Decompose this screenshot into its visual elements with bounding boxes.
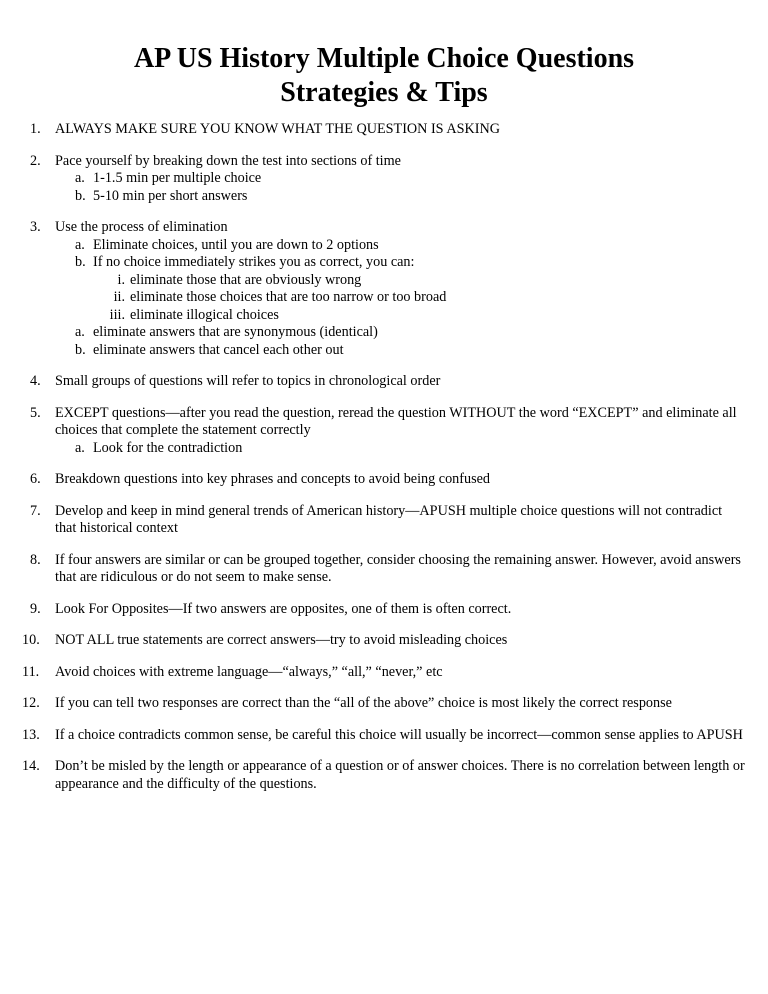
sub-marker: a. (75, 324, 85, 340)
item-number: 14. (22, 758, 40, 774)
item-text: If you can tell two responses are correct than the “all of the above” choice is most likely the correct response (55, 695, 672, 711)
subsub-item (30, 272, 745, 290)
sub-text: If no choice immediately strikes you as correct, you can: (93, 254, 415, 270)
sub-marker: a. (75, 439, 85, 456)
sub-item (30, 188, 745, 206)
list-item-8 (30, 552, 745, 587)
item-number: 12. (22, 695, 40, 711)
item-text: Avoid choices with extreme language—“always,” “all,” “never,” etc (55, 663, 443, 680)
sub-marker: a. (75, 170, 85, 186)
item-text: ALWAYS MAKE SURE YOU KNOW WHAT THE QUESTION IS ASKING (55, 121, 500, 137)
item-text: Develop and keep in mind general trends of American history—APUSH multiple choice questions will not contradict that historical context (55, 502, 723, 536)
list-item-4 (30, 373, 745, 391)
sub-marker: b. (75, 341, 86, 358)
list-item-11 (22, 663, 745, 682)
list-item-2 (30, 153, 745, 206)
page-title: AP US History Multiple Choice Questions (133, 43, 635, 74)
item-text: Pace yourself by breaking down the test into sections of time (55, 152, 401, 169)
sub-text: eliminate answers that are synonymous (identical) (93, 324, 378, 340)
list-item-7 (30, 503, 745, 538)
list-item-9 (30, 601, 745, 619)
item-number: 8. (30, 551, 41, 568)
item-text: Small groups of questions will refer to topics in chronological order (55, 373, 441, 389)
list-item-1 (30, 121, 745, 139)
sub-marker: a. (75, 236, 85, 253)
item-text: Look For Opposites—If two answers are opposites, one of them is often correct. (55, 600, 512, 617)
list-item-12 (22, 695, 745, 713)
sub-item (30, 170, 745, 188)
item-text: EXCEPT questions—after you read the question, reread the question WITHOUT the word “EXCEPT” and eliminate all choices that complete the statement correctly (55, 404, 737, 438)
item-text: If a choice contradicts common sense, be careful this choice will usually be incorrect—common sense applies to APUSH (55, 726, 743, 743)
sub-item (30, 440, 745, 458)
subsub-text: eliminate those choices that are too narrow or too broad (130, 289, 447, 305)
item-text: NOT ALL true statements are correct answers—try to avoid misleading choices (55, 632, 508, 648)
sub-marker: b. (75, 254, 86, 270)
sub-text: 1-1.5 min per multiple choice (93, 170, 262, 186)
list-item-3 (30, 219, 745, 359)
subsub-marker: i. (117, 271, 125, 288)
sub-text: Look for the contradiction (93, 439, 243, 456)
list-item-6 (30, 471, 745, 489)
tips-list (22, 121, 745, 807)
sub-marker: b. (75, 187, 86, 204)
item-number: 1. (30, 121, 41, 137)
subsub-item (30, 289, 745, 307)
subsub-marker: ii. (113, 289, 125, 305)
sub-text: 5-10 min per short answers (93, 187, 248, 204)
item-number: 11. (22, 663, 40, 680)
item-number: 4. (30, 373, 41, 389)
item-number: 6. (30, 471, 41, 487)
sub-item (30, 237, 745, 255)
subsub-item (30, 307, 745, 325)
sub-text: eliminate answers that cancel each other out (93, 341, 344, 358)
item-number: 5. (30, 404, 41, 421)
item-text: Don’t be misled by the length or appearance of a question or of answer choices. There is no correlation between length or appearance and the difficulty of the questions. (55, 758, 745, 792)
sub-item (30, 342, 745, 360)
item-number: 13. (22, 726, 40, 743)
subsub-marker: iii. (109, 306, 125, 323)
item-text: If four answers are similar or can be grouped together, consider choosing the remaining answer. However, avoid answers that are ridiculous or do not seem to make sense. (55, 551, 741, 585)
item-number: 2. (30, 152, 41, 169)
list-item-14 (22, 758, 745, 793)
sub-text: Eliminate choices, until you are down to 2 options (93, 236, 379, 253)
item-number: 7. (30, 502, 41, 519)
item-text: Use the process of elimination (55, 219, 228, 235)
sub-item (30, 254, 745, 272)
item-number: 3. (30, 219, 41, 235)
list-item-10 (22, 632, 745, 650)
sub-item (30, 324, 745, 342)
page-subtitle: Strategies & Tips (280, 77, 488, 108)
item-text: Breakdown questions into key phrases and concepts to avoid being confused (55, 471, 490, 487)
subsub-text: eliminate illogical choices (130, 306, 279, 323)
list-item-5 (30, 405, 745, 458)
item-number: 10. (22, 632, 40, 648)
list-item-13 (22, 726, 745, 745)
subsub-text: eliminate those that are obviously wrong (130, 271, 362, 288)
item-number: 9. (30, 600, 41, 617)
